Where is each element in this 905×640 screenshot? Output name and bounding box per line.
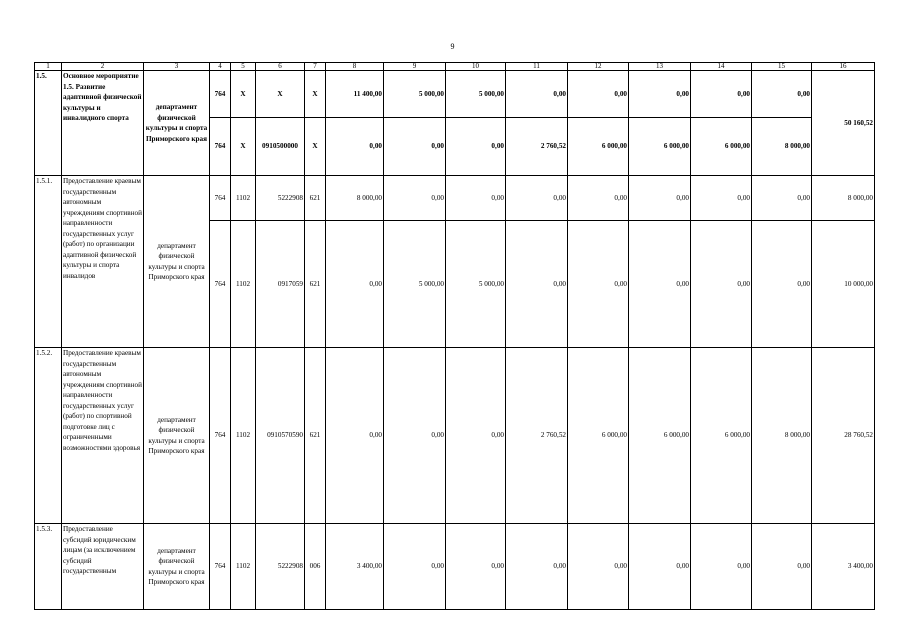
cell: X [305, 71, 326, 118]
header-cell: 5 [231, 63, 256, 71]
cell: 0,00 [629, 221, 691, 348]
cell: 2 760,52 [506, 118, 568, 176]
cell: 0,00 [629, 524, 691, 610]
header-cell: 10 [446, 63, 506, 71]
cell: X [231, 118, 256, 176]
cell: 764 [210, 118, 231, 176]
cell: 764 [210, 221, 231, 348]
row-name: Предоставление краевым государственным автономным учреждениям спортивной направленности государственных услуг (работ) по организации адаптивной физической культуры и спорта инвалидов [62, 176, 144, 348]
cell: 0,00 [691, 221, 752, 348]
header-cell: 8 [326, 63, 384, 71]
cell: 6 000,00 [691, 348, 752, 524]
row-name: Основное мероприятие 1.5. Развитие адаптивной физической культуры и инвалидного спорта [62, 71, 144, 176]
header-cell: 3 [144, 63, 210, 71]
cell: 0,00 [568, 71, 629, 118]
row-total: 3 400,00 [812, 524, 875, 610]
row-department: департамент физической культуры и спорта Приморского края [144, 348, 210, 524]
cell: 0,00 [446, 118, 506, 176]
cell: X [256, 71, 305, 118]
table-row [35, 176, 875, 221]
row-number: 1.5. [35, 71, 62, 176]
cell: 0,00 [691, 176, 752, 221]
row-number: 1.5.1. [35, 176, 62, 348]
cell: 1102 [231, 524, 256, 610]
header-cell: 11 [506, 63, 568, 71]
row-total: 8 000,00 [812, 176, 875, 221]
page-number: 9 [450, 42, 455, 51]
header-cell: 15 [752, 63, 812, 71]
row-number: 1.5.2. [35, 348, 62, 524]
cell: 0910500000 [256, 118, 305, 176]
cell: 11 400,00 [326, 71, 384, 118]
cell: 621 [305, 176, 326, 221]
cell: 0,00 [752, 71, 812, 118]
cell: 1102 [231, 348, 256, 524]
row-department: департамент физической культуры и спорта Приморского края [144, 176, 210, 348]
cell: 5222908 [256, 176, 305, 221]
cell: 8 000,00 [752, 118, 812, 176]
cell: 0,00 [691, 524, 752, 610]
cell: 0,00 [506, 71, 568, 118]
cell: 764 [210, 524, 231, 610]
header-cell: 13 [629, 63, 691, 71]
table-row [35, 524, 875, 610]
row-total: 50 160,52 [812, 71, 875, 176]
cell: 0,00 [752, 221, 812, 348]
cell: 0,00 [326, 348, 384, 524]
cell: 0,00 [384, 348, 446, 524]
cell: 764 [210, 176, 231, 221]
row-number: 1.5.3. [35, 524, 62, 610]
header-cell: 14 [691, 63, 752, 71]
header-cell: 6 [256, 63, 305, 71]
cell: 0910570590 [256, 348, 305, 524]
row-department: департамент физической культуры и спорта Приморского края [144, 71, 210, 176]
cell: 2 760,52 [506, 348, 568, 524]
header-cell: 7 [305, 63, 326, 71]
cell: 621 [305, 348, 326, 524]
cell: 5222908 [256, 524, 305, 610]
cell: 6 000,00 [629, 118, 691, 176]
header-cell: 16 [812, 63, 875, 71]
cell: 0,00 [629, 71, 691, 118]
header-cell: 4 [210, 63, 231, 71]
cell: 0,00 [446, 348, 506, 524]
cell: 0,00 [568, 176, 629, 221]
cell: 8 000,00 [752, 348, 812, 524]
cell: 6 000,00 [691, 118, 752, 176]
table-row [35, 348, 875, 524]
cell: X [231, 71, 256, 118]
row-name: Предоставление краевым государственным автономным учреждениям спортивной направленности государственных услуг (работ) по спортивной подготовке лиц с ограниченными возможностями здоровья [62, 348, 144, 524]
cell: 0,00 [384, 176, 446, 221]
cell: 6 000,00 [568, 348, 629, 524]
cell: 764 [210, 348, 231, 524]
cell: 3 400,00 [326, 524, 384, 610]
cell: 0,00 [568, 524, 629, 610]
cell: 764 [210, 71, 231, 118]
table-row [35, 71, 875, 118]
cell: 1102 [231, 176, 256, 221]
header-cell: 2 [62, 63, 144, 71]
budget-table [34, 62, 875, 610]
cell: 0,00 [506, 221, 568, 348]
row-name: Предоставление субсидий юридическим лицам (за исключением субсидий государственным [62, 524, 144, 610]
cell: 5 000,00 [446, 221, 506, 348]
header-cell: 1 [35, 63, 62, 71]
cell: 5 000,00 [384, 71, 446, 118]
cell: 0,00 [752, 176, 812, 221]
cell: X [305, 118, 326, 176]
row-department: департамент физической культуры и спорта Приморского края [144, 524, 210, 610]
row-total: 28 760,52 [812, 348, 875, 524]
cell: 0917059 [256, 221, 305, 348]
cell: 8 000,00 [326, 176, 384, 221]
cell: 0,00 [446, 176, 506, 221]
cell: 5 000,00 [384, 221, 446, 348]
cell: 6 000,00 [629, 348, 691, 524]
cell: 0,00 [691, 71, 752, 118]
cell: 0,00 [752, 524, 812, 610]
cell: 0,00 [506, 524, 568, 610]
cell: 0,00 [568, 221, 629, 348]
header-row [35, 63, 875, 71]
cell: 621 [305, 221, 326, 348]
cell: 6 000,00 [568, 118, 629, 176]
cell: 0,00 [506, 176, 568, 221]
cell: 0,00 [326, 118, 384, 176]
cell: 0,00 [326, 221, 384, 348]
cell: 1102 [231, 221, 256, 348]
header-cell: 12 [568, 63, 629, 71]
cell: 0,00 [446, 524, 506, 610]
cell: 5 000,00 [446, 71, 506, 118]
cell: 0,00 [384, 524, 446, 610]
cell: 0,00 [629, 176, 691, 221]
cell: 006 [305, 524, 326, 610]
cell: 0,00 [384, 118, 446, 176]
row-total: 10 000,00 [812, 221, 875, 348]
header-cell: 9 [384, 63, 446, 71]
